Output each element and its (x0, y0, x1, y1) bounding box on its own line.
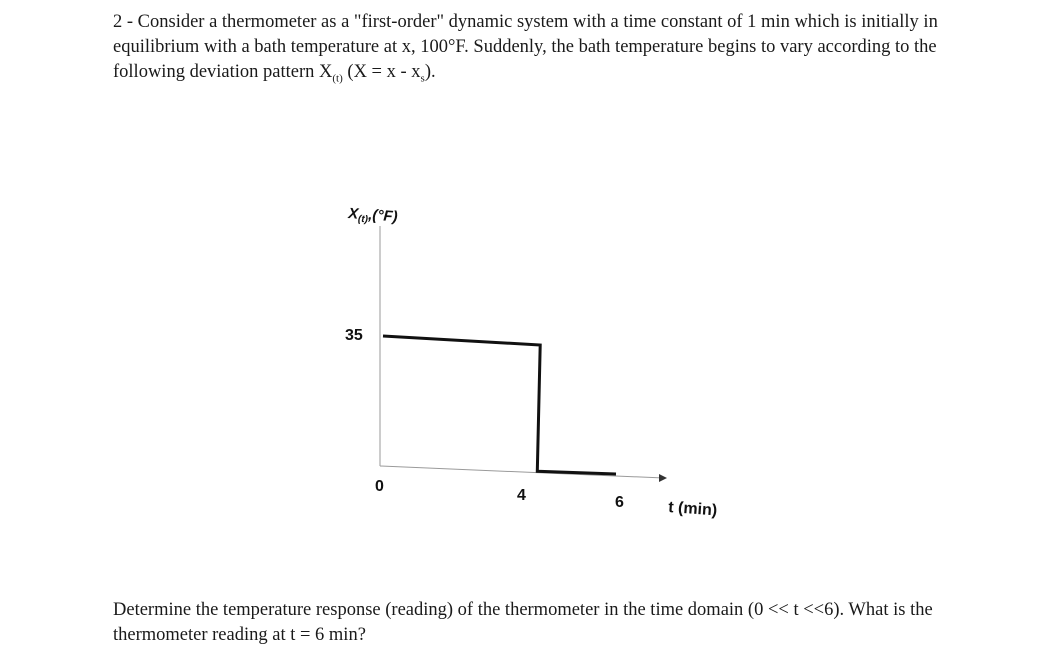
problem-subscript-s: s (420, 72, 425, 85)
x-axis-label: t (min) (667, 499, 718, 520)
x-axis (380, 466, 664, 478)
problem-subscript-t: (t) (332, 72, 343, 85)
x-axis-arrowhead (659, 474, 667, 482)
y-tick-0: 0 (375, 478, 384, 495)
y-tick-35: 35 (345, 327, 363, 344)
y-axis-label-sub: (t) (357, 213, 369, 226)
series-line (383, 336, 616, 474)
problem-text-1: 2 - Consider a thermometer as a "first-order" dynamic system with a time constant of 1 min which is initially in equilibrium with a bath temperature at x, 100°F. Suddenly, the bath temperature begins to vary according to the following deviation pattern X (113, 12, 938, 82)
y-axis-label-unit: ,(°F) (367, 206, 399, 226)
y-axis-label-main: X (347, 205, 359, 223)
problem-text-2: (X = x - x (342, 62, 421, 82)
x-tick-4: 4 (517, 487, 526, 504)
x-tick-6: 6 (615, 494, 624, 511)
problem-text-3: ). (424, 62, 436, 82)
question-text: Determine the temperature response (reading) of the thermometer in the time domain (0 << t <<6). What is the thermometer reading at t = 6 min? (113, 600, 933, 645)
y-axis-label (347, 205, 399, 227)
